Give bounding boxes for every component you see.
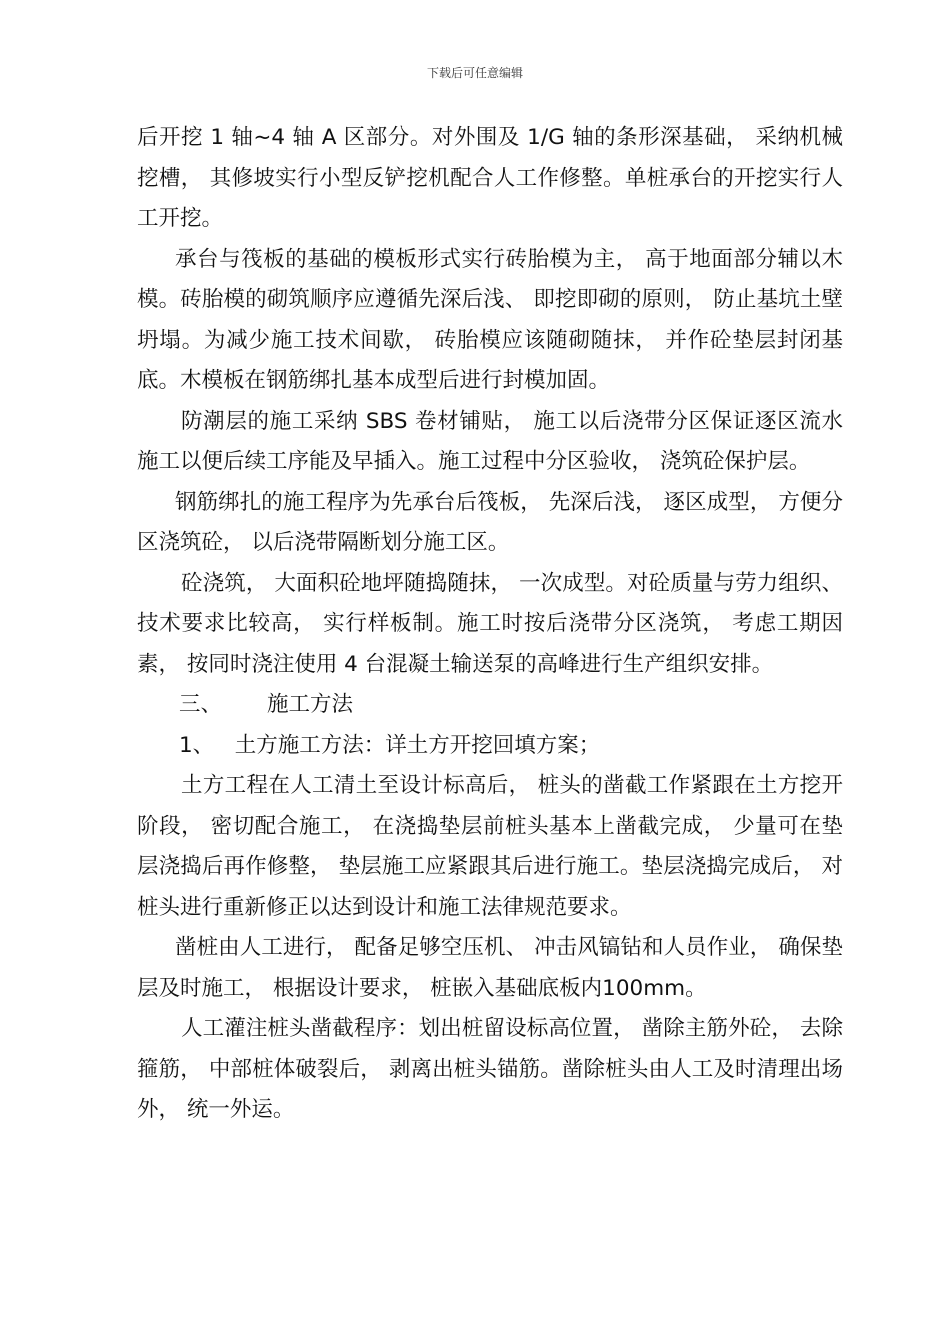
paragraph-formwork: 承台与筏板的基础的模板形式实行砖胎模为主， 高于地面部分辅以木模。砖胎模的砌筑顺序应遵循先深后浅、 即挖即砌的原则， 防止基坑土壁坍塌。为减少施工技术间歇， 砖胎模应该随砌随抹， 并作砼垫层封闭基底。木模板在钢筋绑扎基本成型后进行封模加固。: [137, 246, 843, 393]
section-heading: [137, 685, 843, 726]
subsection-number: 1、: [179, 732, 215, 758]
paragraph-pile-head-cutting: 土方工程在人工清土至设计标高后， 桩头的凿截工作紧跟在土方挖开阶段， 密切配合施工， 在浇捣垫层前桩头基本上凿截完成， 少量可在垫层浇捣后再作修整， 垫层施工应紧跟其后进行施工。垫层浇捣完成后， 对桩头进行重新修正以达到设计和施工法律规范要求。: [137, 773, 843, 920]
paragraph-rebar: 钢筋绑扎的施工程序为先承台后筏板， 先深后浅， 逐区成型， 方便分区浇筑砼， 以后浇带隔断划分施工区。: [137, 489, 843, 555]
paragraph-concrete-pouring: 砼浇筑， 大面积砼地坪随捣随抹， 一次成型。对砼质量与劳力组织、 技术要求比较高， 实行样板制。施工时按后浇带分区浇筑， 考虑工期因素， 按同时浇注使用 4 台混凝土输送泵的高峰进行生产组织安排。: [137, 570, 843, 677]
section-number: 三、: [179, 692, 223, 717]
subsection-title: 土方施工方法：详土方开挖回填方案；: [234, 732, 601, 758]
paragraph-pile-procedure: 人工灌注桩头凿截程序：划出桩留设标高位置， 凿除主筋外砼， 去除箍筋， 中部桩体破裂后， 剥离出桩头锚筋。凿除桩头由人工及时清理出场外， 统一外运。: [137, 1016, 843, 1122]
page-header: 下载后可任意编辑: [426, 66, 523, 80]
subsection-heading: [137, 726, 843, 767]
section-title: 施工方法: [267, 692, 354, 717]
paragraph-pile-chiseling: 凿桩由人工进行， 配备足够空压机、 冲击风镐钻和人员作业， 确保垫层及时施工， 根据设计要求， 桩嵌入基础底板内100mm。: [137, 935, 843, 1001]
document-body: [137, 118, 843, 1131]
paragraph-waterproofing: 防潮层的施工采纳 SBS 卷材铺贴， 施工以后浇带分区保证逐区流水施工以便后续工序能及早插入。施工过程中分区验收， 浇筑砼保护层。: [137, 408, 843, 474]
paragraph-excavation-order: 后开挖 1 轴~4 轴 A 区部分。对外围及 1/G 轴的条形深基础， 采纳机械挖槽， 其修坡实行小型反铲挖机配合人工作修整。单桩承台的开挖实行人工开挖。: [137, 125, 843, 231]
